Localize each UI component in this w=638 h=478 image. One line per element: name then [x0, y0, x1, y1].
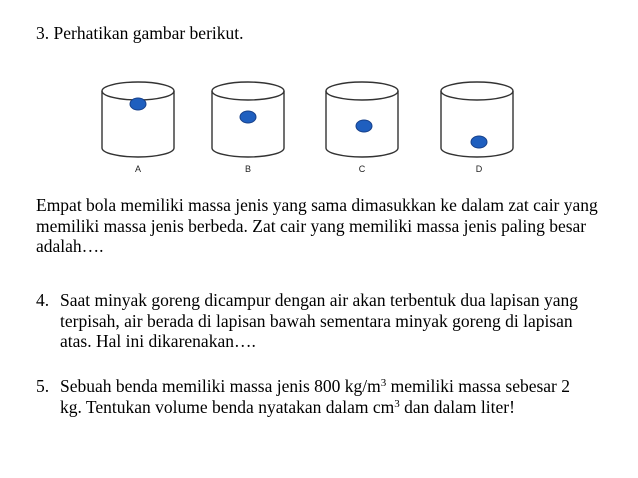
ball-b [240, 111, 256, 123]
cylinders-illustration [0, 60, 638, 190]
cylinder-c [326, 82, 398, 157]
question-3-text: Empat bola memiliki massa jenis yang sama dimasukkan ke dalam zat cair yang memiliki massa jenis berbeda. Zat cair yang memiliki massa jenis paling besar adalah…. [36, 195, 598, 256]
label-b: B [244, 164, 251, 174]
question-5 [36, 376, 596, 417]
question-5-number: 5. [36, 376, 50, 396]
question-4 [36, 290, 596, 352]
q5-sup2: 3 [394, 397, 400, 410]
question-5-text [60, 376, 596, 417]
q5-part3: dan dalam liter! [399, 396, 515, 417]
question-4-number: 4. [36, 290, 50, 310]
label-a: A [134, 164, 141, 174]
question-4-text: Saat minyak goreng dicampur dengan air akan terbentuk dua lapisan yang terpisah, air berada di lapisan bawah sementara minyak goreng di lapisan atas. Hal ini dikarenakan…. [60, 290, 579, 351]
ball-d [471, 136, 487, 148]
cylinder-b [212, 82, 284, 157]
ball-a [130, 98, 146, 110]
cylinders-figure [0, 60, 638, 190]
q5-part1: Sebuah benda memiliki massa jenis 800 kg/m [60, 376, 381, 396]
question-3-title: 3. Perhatikan gambar berikut. [36, 23, 244, 43]
q5-part2: memiliki massa sebesar 2 kg. Tentukan volume benda nyatakan dalam cm [60, 376, 571, 417]
cylinder-a [102, 82, 174, 157]
cylinder-d [441, 82, 513, 157]
q5-sup1: 3 [380, 377, 387, 389]
label-c: C [358, 164, 366, 174]
ball-c [356, 120, 372, 132]
label-d: D [475, 164, 483, 174]
